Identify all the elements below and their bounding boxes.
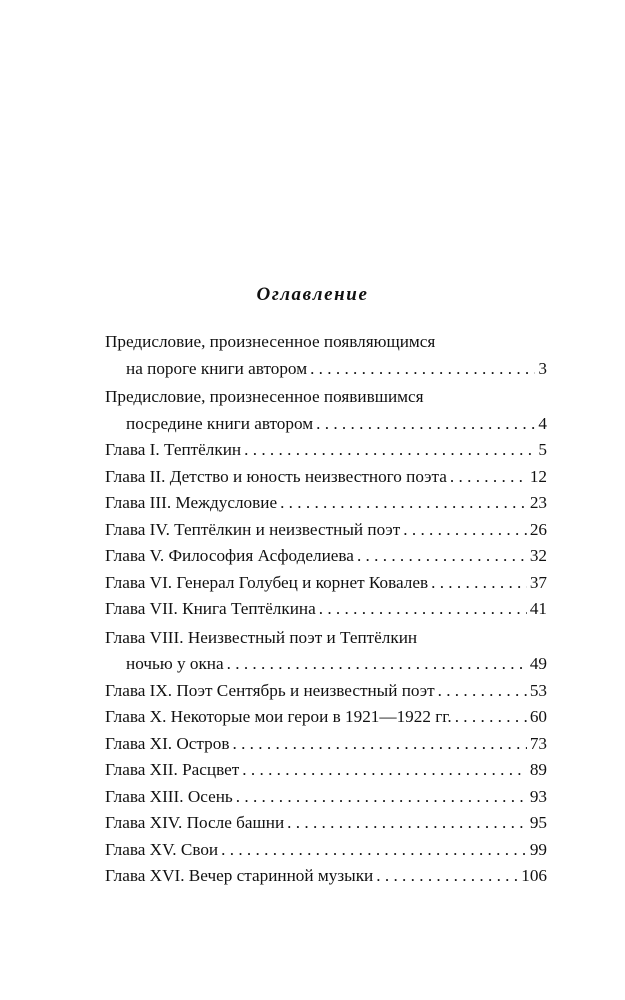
toc-entry [105, 757, 547, 784]
toc-page-number: 32 [529, 546, 547, 565]
dot-leader [287, 810, 527, 837]
dot-leader [310, 356, 535, 383]
toc-page-number: 5 [538, 440, 547, 459]
toc-entry-line [105, 411, 547, 438]
toc-entry-line [105, 678, 547, 705]
toc-entry-line [105, 837, 547, 864]
toc-page-number: 60 [529, 707, 547, 726]
toc-entry-line [105, 863, 547, 890]
toc-entry-line [105, 704, 547, 731]
toc-entry-title: Глава IX. Поэт Сентябрь и неизвестный поэт [105, 680, 435, 700]
toc-entry [105, 704, 547, 731]
toc-entry [105, 517, 547, 544]
toc-entry-line [105, 625, 547, 652]
dot-leader [431, 570, 527, 597]
dot-leader [316, 411, 535, 438]
dot-leader [244, 437, 535, 464]
table-of-contents [105, 327, 547, 890]
toc-entry-title: Глава XV. Свои [105, 839, 219, 859]
toc-page-number: 95 [529, 813, 547, 832]
toc-entry-title: Глава VIII. Неизвестный поэт и Тептёлкин [105, 627, 418, 647]
toc-entry [105, 625, 547, 678]
toc-entry-line [105, 356, 547, 383]
dot-leader [403, 517, 527, 544]
toc-entry-title: Глава V. Философия Асфоделиева [105, 546, 354, 565]
toc-page-number: 12 [529, 466, 547, 486]
dot-leader [455, 704, 527, 731]
toc-entry-title: посредине книги автором [126, 413, 314, 433]
toc-title: Оглавление [256, 284, 369, 305]
toc-entry-line [105, 570, 547, 597]
dot-leader [221, 837, 527, 864]
toc-entry [105, 329, 547, 382]
toc-entry-title: Глава VI. Генерал Голубец и корнет Ковалев [105, 572, 429, 592]
toc-entry [105, 810, 547, 837]
toc-page-number: 41 [529, 599, 547, 618]
toc-page-number: 106 [521, 866, 547, 885]
toc-entry-line [105, 384, 547, 411]
toc-entry-line [105, 784, 547, 811]
toc-entry [105, 464, 547, 491]
toc-page-number: 49 [529, 654, 547, 673]
toc-entry-title: Глава I. Тептёлкин [105, 440, 242, 459]
toc-entry [105, 596, 547, 623]
toc-entry-title: Глава XIII. Осень [105, 786, 233, 806]
toc-entry-title: Глава IV. Тептёлкин и неизвестный поэт [105, 519, 401, 539]
dot-leader [227, 651, 527, 678]
toc-entry-line [105, 731, 547, 758]
toc-entry [105, 784, 547, 811]
toc-entry [105, 837, 547, 864]
toc-entry-line [105, 810, 547, 837]
dot-leader [357, 543, 527, 570]
toc-page-number: 37 [529, 572, 547, 592]
toc-entry [105, 437, 547, 464]
toc-entry-title: Предисловие, произнесенное появляющимся [105, 332, 436, 351]
toc-page-number: 23 [529, 493, 547, 512]
toc-entry-title: Глава II. Детство и юность неизвестного поэта [105, 466, 447, 486]
toc-page-number: 26 [529, 519, 547, 539]
toc-page-number: 3 [538, 358, 547, 378]
toc-page-number: 93 [529, 786, 547, 806]
toc-entry-line [105, 437, 547, 464]
dot-leader [438, 678, 527, 705]
dot-leader [376, 863, 518, 890]
toc-entry-line [105, 757, 547, 784]
toc-entry [105, 570, 547, 597]
toc-entry-title: Глава XI. Остров [105, 733, 230, 753]
dot-leader [319, 596, 527, 623]
toc-entry-title: Глава III. Междусловие [105, 493, 278, 512]
dot-leader [232, 731, 526, 758]
toc-entry-line [105, 490, 547, 517]
toc-entry [105, 490, 547, 517]
toc-page-number: 89 [529, 760, 547, 779]
toc-entry-line [105, 329, 547, 356]
toc-entry-title: Глава VII. Книга Тептёлкина [105, 599, 316, 618]
toc-entry-title: Глава X. Некоторые мои герои в 1921—1922 гг. [105, 707, 452, 726]
toc-entry-title: ночью у окна [126, 654, 224, 673]
toc-page-number: 4 [538, 413, 547, 433]
toc-entry-line [105, 651, 547, 678]
toc-entry-line [105, 464, 547, 491]
dot-leader [242, 757, 527, 784]
toc-entry-title: Глава XII. Расцвет [105, 760, 240, 779]
toc-entry [105, 678, 547, 705]
dot-leader [280, 490, 527, 517]
toc-entry [105, 863, 547, 890]
toc-entry-line [105, 596, 547, 623]
toc-page-number: 53 [529, 680, 547, 700]
toc-page-number: 73 [529, 733, 547, 753]
toc-entry-title: Глава XIV. После башни [105, 813, 285, 832]
toc-entry-title: Предисловие, произнесенное появившимся [105, 387, 424, 406]
toc-page-number: 99 [529, 839, 547, 859]
toc-entry [105, 384, 547, 437]
toc-entry [105, 543, 547, 570]
dot-leader [450, 464, 527, 491]
toc-entry-line [105, 543, 547, 570]
toc-entry-line [105, 517, 547, 544]
toc-entry [105, 731, 547, 758]
toc-entry-title: на пороге книги автором [126, 358, 308, 378]
dot-leader [236, 784, 527, 811]
toc-entry-title: Глава XVI. Вечер старинной музыки [105, 866, 374, 885]
